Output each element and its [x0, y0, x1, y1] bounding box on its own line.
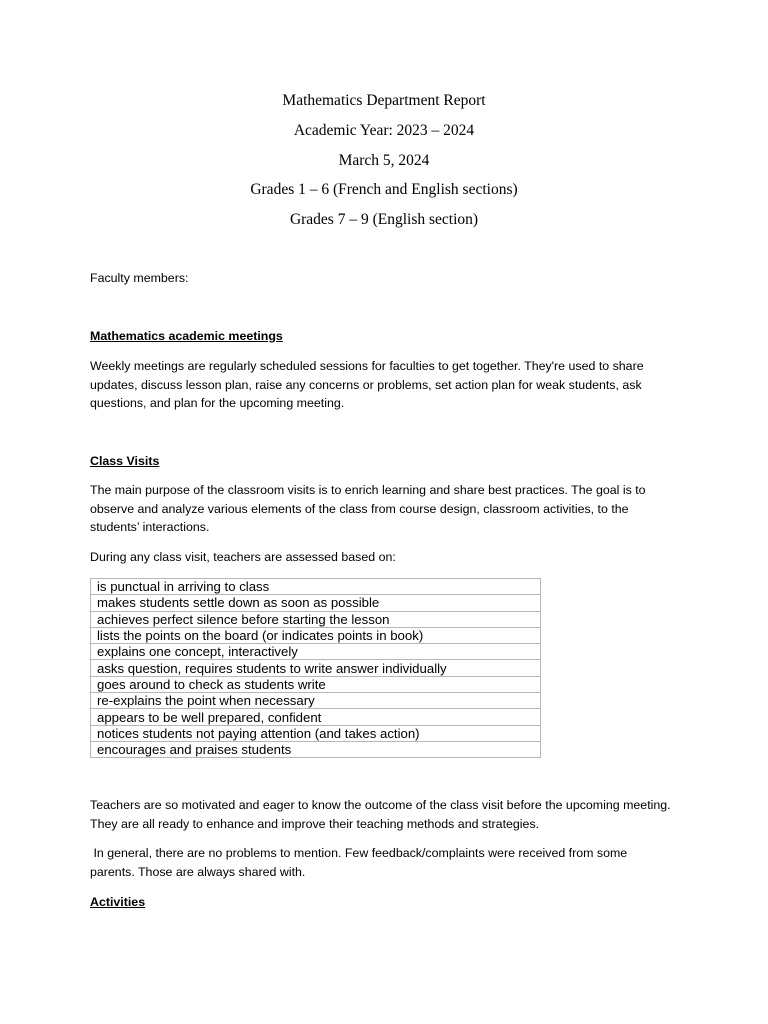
table-row: [91, 627, 541, 643]
general-paragraph: In general, there are no problems to mention. Few feedback/complaints were received from some parents. Those are always shared with.: [90, 846, 631, 879]
faculty-members-label: Faculty members:: [90, 271, 189, 285]
table-row: [91, 725, 541, 741]
report-date: March 5, 2024: [338, 152, 430, 169]
criteria-cell: asks question, requires students to write answer individually: [91, 660, 541, 676]
table-row: [91, 741, 541, 757]
table-row: [91, 676, 541, 692]
table-row: [91, 579, 541, 595]
class-visits-heading: Class Visits: [90, 454, 160, 468]
criteria-cell: notices students not paying attention (and takes action): [91, 725, 541, 741]
report-title: Mathematics Department Report: [282, 92, 486, 109]
meetings-paragraph: Weekly meetings are regularly scheduled sessions for faculties to get together. They're used to share updates, discuss lesson plan, raise any concerns or problems, set action plan for weak students, ask questions, and plan for the upcoming meeting.: [90, 359, 644, 411]
table-row: [91, 709, 541, 725]
criteria-cell: achieves perfect silence before starting the lesson: [91, 611, 541, 627]
criteria-intro: During any class visit, teachers are assessed based on:: [90, 550, 396, 564]
class-visits-paragraph: The main purpose of the classroom visits is to enrich learning and share best practices. The goal is to observe and analyze various elements of the class from course design, classroom activities, to the students’ interactions.: [90, 483, 646, 535]
activities-heading: Activities: [90, 895, 146, 909]
table-row: [91, 611, 541, 627]
academic-year: Academic Year: 2023 – 2024: [293, 122, 475, 139]
meetings-heading: Mathematics academic meetings: [90, 329, 283, 343]
grades-primary: Grades 1 – 6 (French and English sections): [250, 181, 518, 198]
criteria-cell: appears to be well prepared, confident: [91, 709, 541, 725]
grades-secondary: Grades 7 – 9 (English section): [289, 211, 479, 228]
table-row: [91, 693, 541, 709]
table-row: [91, 660, 541, 676]
criteria-cell: makes students settle down as soon as possible: [91, 595, 541, 611]
criteria-cell: lists the points on the board (or indicates points in book): [91, 627, 541, 643]
criteria-cell: encourages and praises students: [91, 741, 541, 757]
criteria-cell: is punctual in arriving to class: [91, 579, 541, 595]
table-row: [91, 644, 541, 660]
criteria-cell: goes around to check as students write: [91, 676, 541, 692]
criteria-cell: explains one concept, interactively: [91, 644, 541, 660]
criteria-table: [90, 578, 541, 758]
table-row: [91, 595, 541, 611]
criteria-cell: re-explains the point when necessary: [91, 693, 541, 709]
motivation-paragraph: Teachers are so motivated and eager to know the outcome of the class visit before the upcoming meeting. They are all ready to enhance and improve their teaching methods and strategies.: [90, 798, 671, 831]
